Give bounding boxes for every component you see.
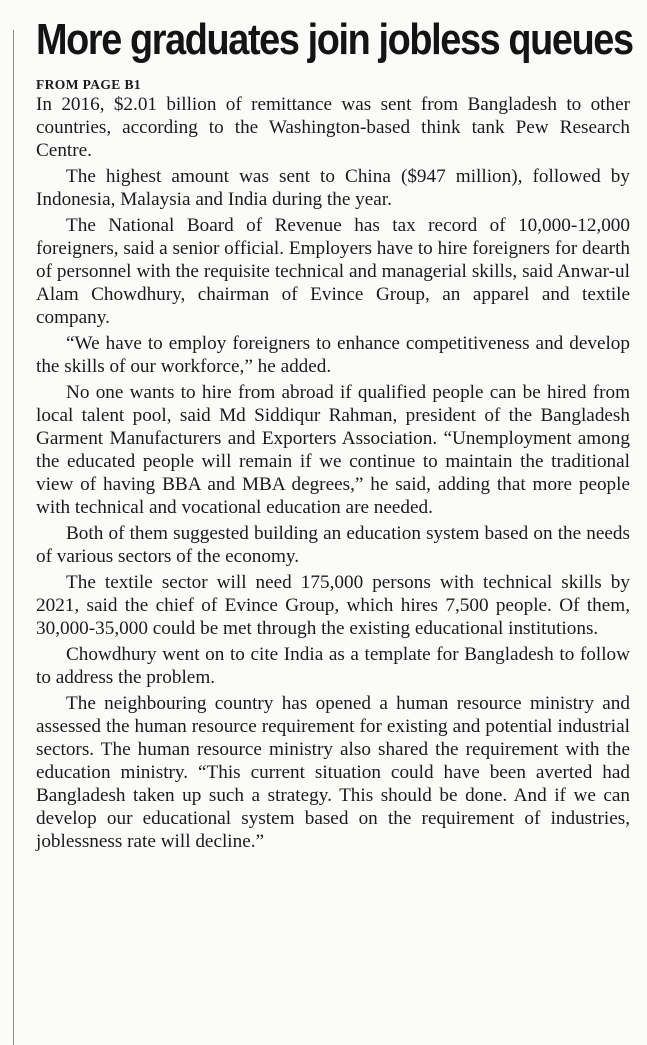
paragraph: The textile sector will need 175,000 persons with technical skills by 2021, said the chief of Evince Group, which hires 7,500 people. Of them, 30,000-35,000 could be met through the existing educational institutions. [36, 572, 630, 639]
article [36, 0, 633, 853]
paragraph: Both of them suggested building an education system based on the needs of various sectors of the economy. [36, 523, 630, 567]
continuation-kicker: FROM PAGE B1 [36, 77, 142, 92]
paragraph: In 2016, $2.01 billion of remittance was sent from Bangladesh to other countries, according to the Washington-based think tank Pew Research Centre. [36, 94, 630, 161]
paragraph: No one wants to hire from abroad if qualified people can be hired from local talent pool, said Md Siddiqur Rahman, president of the Bangladesh Garment Manufacturers and Exporters Association. “Unemployment among the educated people will remain if we continue to maintain the traditional view of having BBA and MBA degrees,” he said, adding that more people with technical and vocational education are needed. [36, 382, 630, 518]
paragraph: The National Board of Revenue has tax record of 10,000-12,000 foreigners, said a senior official. Employers have to hire foreigners for dearth of personnel with the requisite technical and managerial skills, said Anwar-ul Alam Chowdhury, chairman of Evince Group, an apparel and textile company. [36, 215, 630, 328]
paragraph: The highest amount was sent to China ($947 million), followed by Indonesia, Malaysia and India during the year. [36, 166, 630, 210]
paragraph: “We have to employ foreigners to enhance competitiveness and develop the skills of our workforce,” he added. [36, 333, 630, 377]
paragraph: Chowdhury went on to cite India as a template for Bangladesh to follow to address the problem. [36, 644, 630, 688]
article-body [36, 93, 630, 853]
headline: More graduates join jobless queues [36, 15, 633, 64]
column-rule [13, 30, 14, 1045]
paragraph: The neighbouring country has opened a human resource ministry and assessed the human resource requirement for existing and potential industrial sectors. The human resource ministry also shared the requirement with the education ministry. “This current situation could have been averted had Bangladesh taken up such a strategy. This should be done. And if we can develop our educational system based on the requirement of industries, joblessness rate will decline.” [36, 693, 630, 852]
